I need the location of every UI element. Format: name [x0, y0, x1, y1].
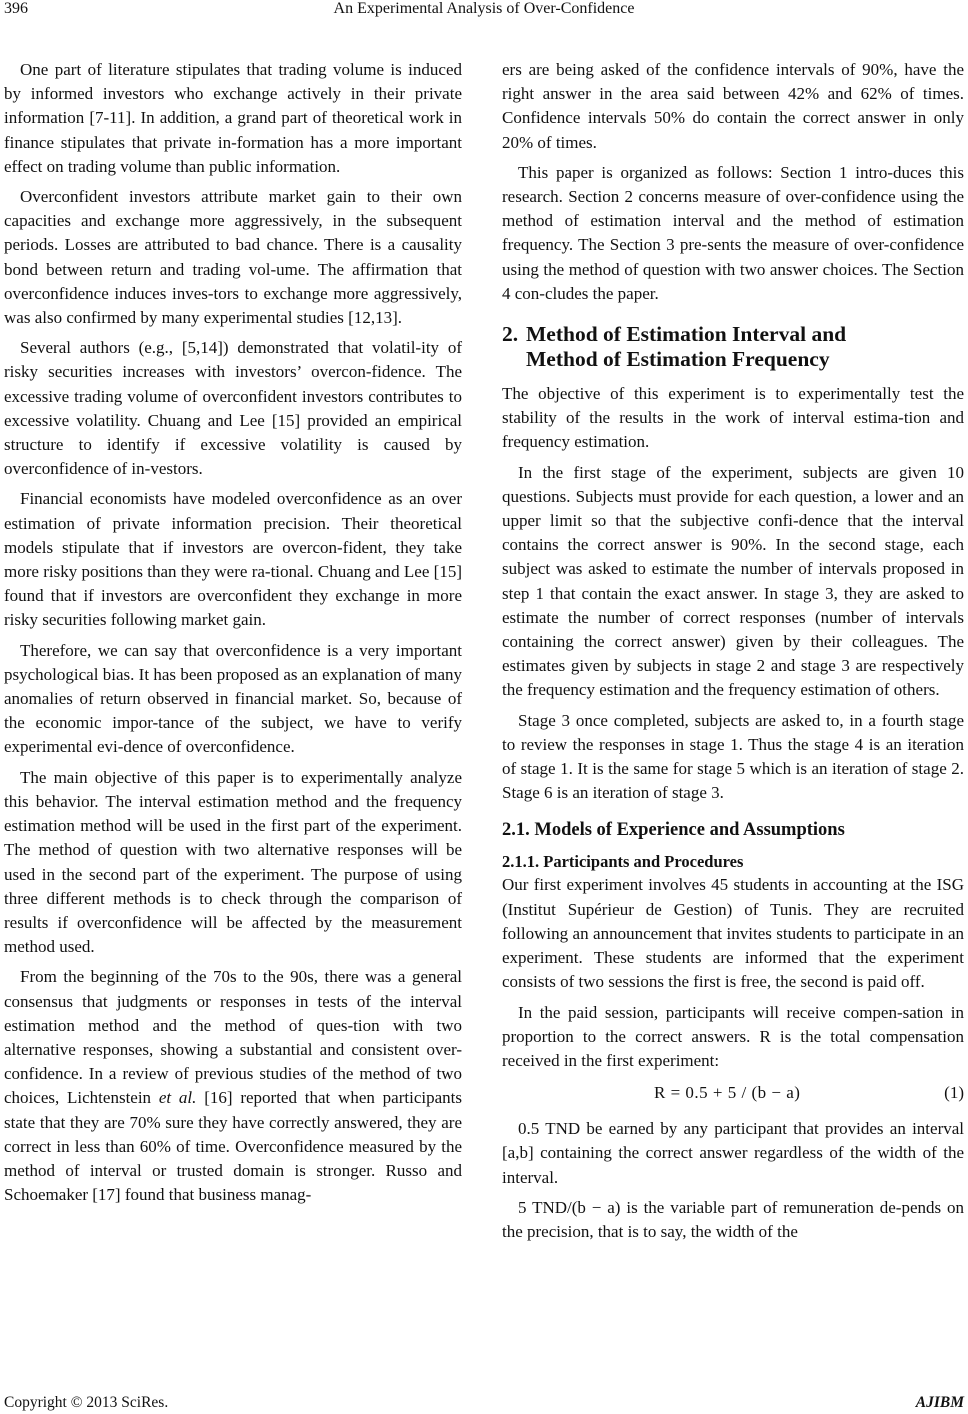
subsubsection-heading: 2.1.1. Participants and Procedures [502, 852, 744, 872]
paragraph [4, 965, 462, 1207]
equation [502, 1079, 964, 1109]
paragraph: One part of literature stipulates that trading volume is induced by informed investors who exchange actively in their private information [7-11]. In addition, a grand part of theoretical work in finance stipulates that private in-formation has a more important effect on trading volume than public information. [4, 60, 462, 176]
paragraph: In the first stage of the experiment, subjects are given 10 questions. Subjects must provide for each question, a lower and an upper limit so that the subjective confi-dence that the interval contains the correct answer is 90%. In the second stage, each subject was asked to estimate the number of intervals proposed in step 1 that contain the exact answer. In stage 3, they are asked to estimate the number of correct responses (number of intervals containing the correct answer) given by their colleagues. The estimates given by subjects in stage 2 and stage 3 are respectively the frequency estimation and the frequency estimation of others. [502, 462, 964, 700]
copyright-notice: Copyright © 2013 SciRes. [4, 1394, 169, 1411]
left-column [4, 58, 462, 1213]
italic-text: et al. [158, 1088, 197, 1108]
page-number: 396 [4, 0, 28, 17]
paragraph: Therefore, we can say that overconfidence is a very important psychological bias. It has been proposed as an explanation of many anomalies of return observed in financial market. So, because of the economic impor-tance of the subject, we have to verify experimental evi-dence of overconfidence. [4, 640, 462, 757]
journal-abbreviation: AJIBM [915, 1394, 964, 1411]
continued-paragraph: ers are being asked of the confidence intervals of 90%, have the right answer in the area said between 42% and 62% of times. Confidence intervals 50% do contain the correct answer in only 20% of times. [502, 60, 964, 152]
paragraph: The objective of this experiment is to experimentally test the stability of the results in the work of interval estima-tion and frequency estimation. [502, 384, 964, 452]
text-run: [16] reported that when participants state that they are 70% sure they have correctly answered, they are correct in less than 60% of time. Overconfidence measured by the method of interval or trusted domain is stronger. Russo and Schoemaker [17] found that business manag- [4, 1088, 462, 1205]
paragraph: The main objective of this paper is to experimentally analyze this behavior. The interval estimation method and the frequency estimation method will be used in the first part of the experiment. The method of question with two alternative responses will be used in the second part of the experiment. The purpose of using three different methods is to check through the comparison of results if overconfidence will be affected by the measurement method used. [4, 767, 462, 957]
text-run: From the beginning of the 70s to the 90s, there was a general consensus that judgments or responses in tests of the interval estimation method and the method of ques-tion with two alternative responses, showing a substantial and consistent over-confidence. In a review of previous studies of the method of two choices, Lichtenstein [4, 967, 462, 1108]
subsection-heading: 2.1. Models of Experience and Assumptions [502, 820, 845, 841]
paragraph: In the paid session, participants will receive compen-sation in proportion to the correct answers. R is the total compensation received in the first experiment: [502, 1002, 964, 1070]
section-title-line1: Method of Estimation Interval and [526, 322, 847, 347]
paragraph: 0.5 TND be earned by any participant that provides an interval [a,b] containing the correct answer regardless of the width of the interval. [502, 1119, 964, 1187]
section-heading [502, 322, 964, 372]
paragraph: 5 TND/(b − a) is the variable part of remuneration de-pends on the precision, that is to say, the width of the [502, 1197, 964, 1241]
paragraph: Overconfident investors attribute market gain to their own capacities and exchange more aggressively, in the subsequent periods. Losses are attributed to bad chance. There is a causality bond between return and trading vol-ume. The affirmation that overconfidence induces inves-tors to exchange more aggressively, was also confirmed by many experimental studies [12,13]. [4, 187, 462, 328]
page-footer [0, 1394, 968, 1414]
equation-expression: R = 0.5 + 5 / (b − a) [654, 1083, 801, 1103]
paragraph: Financial economists have modeled overconfidence as an over estimation of private information precision. Their theoretical models stipulate that if investors are overcon-fident, they take more risky positions than they were ra-tional. Chuang and Lee [15] found that if investors are overconfident they exchange in more risky securities following market gain. [4, 489, 462, 630]
section-title-line2: Method of Estimation Frequency [526, 347, 830, 372]
paragraph: This paper is organized as follows: Section 1 intro-duces this research. Section 2 concerns measure of over-confidence using the method of estimation interval and the method of estimation frequency. The Section 3 pre-sents the measure of over-confidence using the method of question with two answer choices. The Section 4 con-cludes the paper. [502, 162, 964, 303]
right-column [502, 58, 964, 1250]
paragraph: Several authors (e.g., [5,14]) demonstrated that volatil-ity of risky securities increases with investors’ overcon-fidence. The excessive trading volume of overconfident investors contributes to excessive volatility. Chuang and Lee [15] provided an empirical structure to identify if excessive volatility is caused by overconfidence of in-vestors. [4, 338, 462, 479]
paragraph: Our first experiment involves 45 students in accounting at the ISG (Institut Supérieur de Gestion) of Tunis. They are recruited following an announcement that invites students to participate in an experiment. These students are informed that the experiment consists of two sessions the first is free, the second is paid off. [502, 875, 964, 992]
page-header [0, 0, 968, 24]
running-title: An Experimental Analysis of Over-Confidence [333, 0, 635, 17]
paragraph: Stage 3 once completed, subjects are asked to, in a fourth stage to review the responses in stage 1. Thus the stage 4 is an iteration of stage 1. It is the same for stage 5 which is an iteration of stage 2. Stage 6 is an iteration of stage 3. [502, 710, 964, 803]
section-number: 2. [502, 322, 519, 347]
equation-number: (1) [944, 1083, 964, 1103]
